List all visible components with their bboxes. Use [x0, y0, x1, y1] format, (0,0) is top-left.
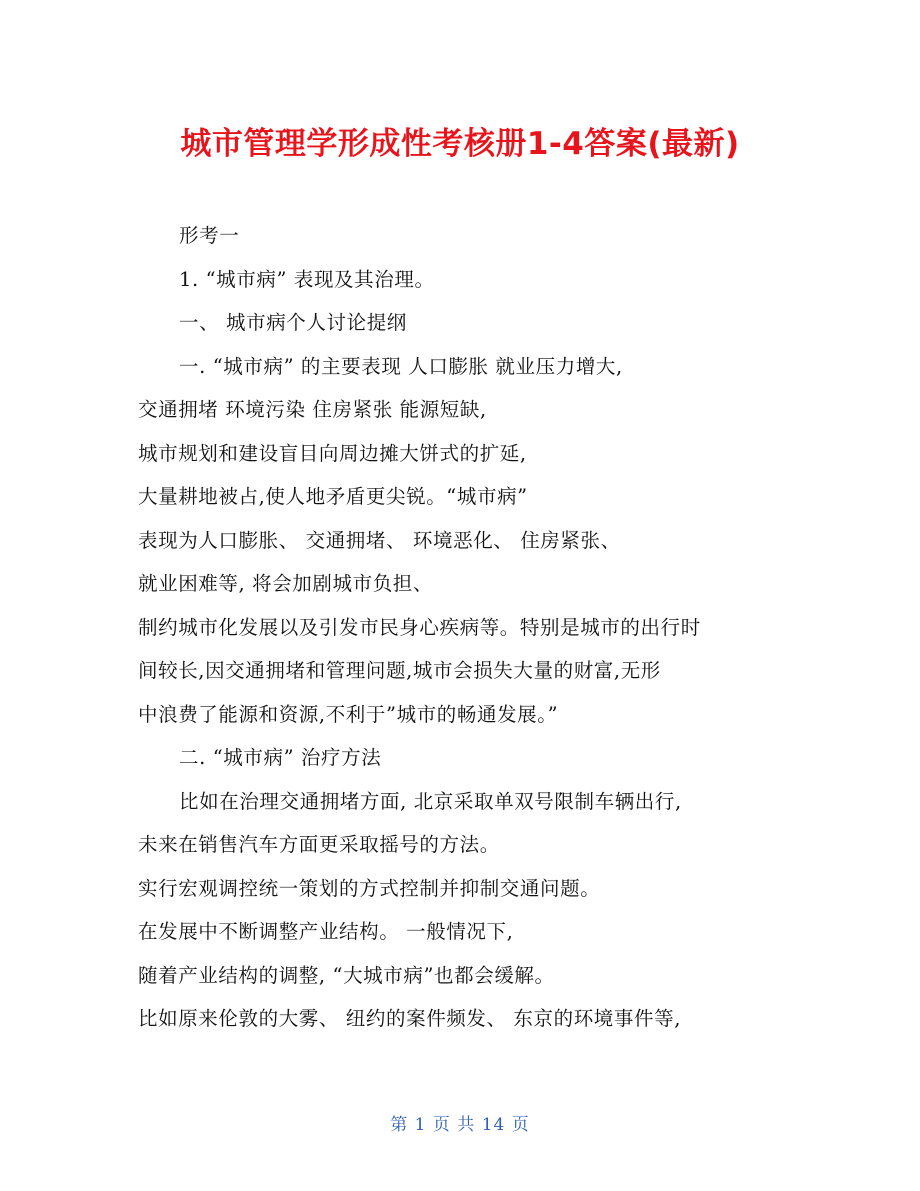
body-line: 形考一 [179, 224, 240, 247]
body-line: 1. “城市病” 表现及其治理。 [179, 267, 435, 291]
body-line: 大量耕地被占,使人地矛盾更尖锐。“城市病” [138, 485, 528, 508]
page-footer: 第 1 页 共 14 页 [390, 1115, 530, 1135]
body-line: 比如在治理交通拥堵方面, 北京采取单双号限制车辆出行, [179, 789, 682, 813]
body-line: 二. “城市病” 治疗方法 [179, 746, 382, 769]
body-line: 中浪费了能源和资源,不利于”城市的畅通发展。” [138, 702, 559, 726]
body-line: 交通拥堵 环境污染 住房紧张 能源短缺, [138, 398, 487, 421]
body-line: 实行宏观调控统一策划的方式控制并抑制交通问题。 [138, 876, 601, 900]
body-line: 间较长,因交通拥堵和管理问题,城市会损失大量的财富,无形 [138, 659, 661, 682]
document-title: 城市管理学形成性考核册1-4答案(最新) [180, 126, 740, 162]
body-line: 比如原来伦敦的大雾、 纽约的案件频发、 东京的环境事件等, [138, 1007, 681, 1030]
body-line: 城市规划和建设盲目向周边摊大饼式的扩延, [138, 441, 527, 465]
document-body [138, 214, 788, 1041]
body-line: 就业困难等, 将会加剧城市负担、 [138, 572, 433, 595]
body-line: 随着产业结构的调整, “大城市病”也都会缓解。 [138, 963, 555, 987]
body-line: 在发展中不断调整产业结构。 一般情况下, [138, 920, 514, 943]
body-line: 制约城市化发展以及引发市民身心疾病等。特别是城市的出行时 [138, 615, 701, 639]
body-line: 一、 城市病个人讨论提纲 [179, 311, 407, 334]
body-line: 一. “城市病” 的主要表现 人口膨胀 就业压力增大, [179, 354, 623, 378]
body-line: 表现为人口膨胀、 交通拥堵、 环境恶化、 住房紧张、 [138, 528, 621, 552]
body-line: 未来在销售汽车方面更采取摇号的方法。 [138, 833, 500, 856]
